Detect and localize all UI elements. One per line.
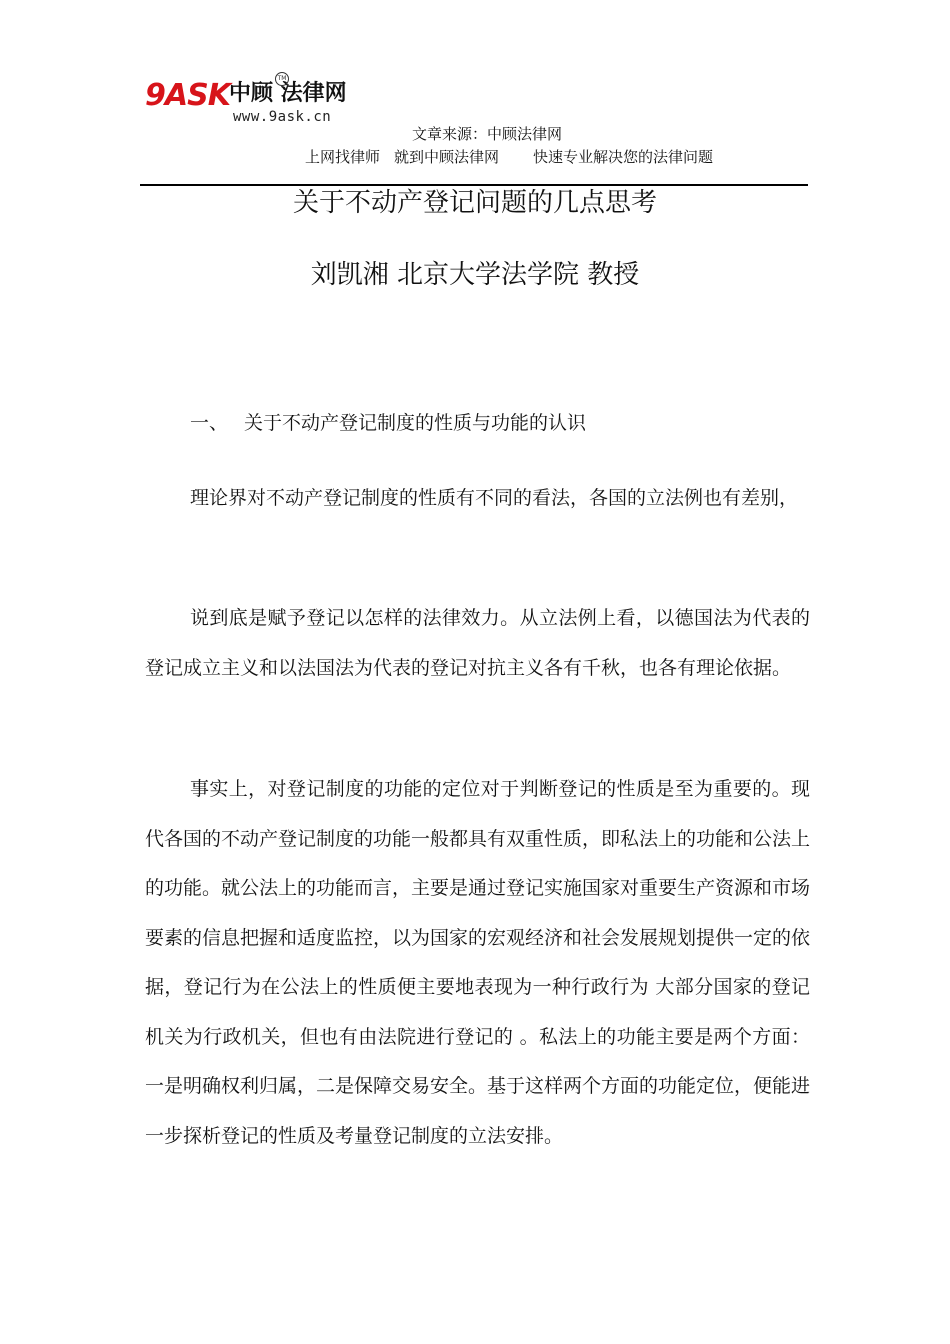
document-author: 刘凯湘 北京大学法学院 教授 [310,260,640,290]
document-title: 关于不动产登记问题的几点思考 [292,188,657,218]
body-paragraph: 说到底是赋予登记以怎样的法律效力。从立法例上看，以德国法为代表的登记成立主义和以法国法为代表的登记对抗主义各有千秋，也各有理论依据。 [145,607,810,679]
section-title: 关于不动产登记制度的性质与功能的认识 [244,412,587,434]
header-tagline [305,147,713,167]
header-divider [140,184,808,186]
article-source: 文章来源：中顾法律网 [412,125,563,143]
tagline-find-lawyer: 上网找律师 [305,148,381,166]
body-paragraph: 事实上，对登记制度的功能的定位对于判断登记的性质是至为重要的。现代各国的不动产登记制度的功能一般都具有双重性质，即私法上的功能和公法上的功能。就公法上的功能而言，主要是通过登记实施国家对重要生产资源和市场要素的信息把握和适度监控，以为国家的宏观经济和社会发展规划提供一定的依据，登记行为在公法上的性质便主要地表现为一种行政行为 大部分国家的登记机关为行政机关，但也有由法院进行登记的 。私法上的功能主要是两个方面：一是明确权利归属，二是保障交易安全。基于这样两个方面的功能定位，便能进一步探析登记的性质及考量登记制度的立法安排。 [145,778,811,1147]
body-paragraph: 理论界对不动产登记制度的性质有不同的看法，各国的立法例也有差别， [190,487,799,509]
tagline-slogan: 快速专业解决您的法律问题 [533,148,714,166]
section-number: 一、 [190,412,229,434]
logo-url: www.9ask.cn [233,109,332,125]
logo-brand-name: 中顾 法律网 [229,81,347,106]
logo-ask-mark: 9ASK [145,78,230,113]
section-heading [190,410,586,436]
tagline-site: 就到中顾法律网 [394,148,500,166]
trademark-icon: TM [275,72,289,86]
site-logo[interactable] [145,74,375,130]
